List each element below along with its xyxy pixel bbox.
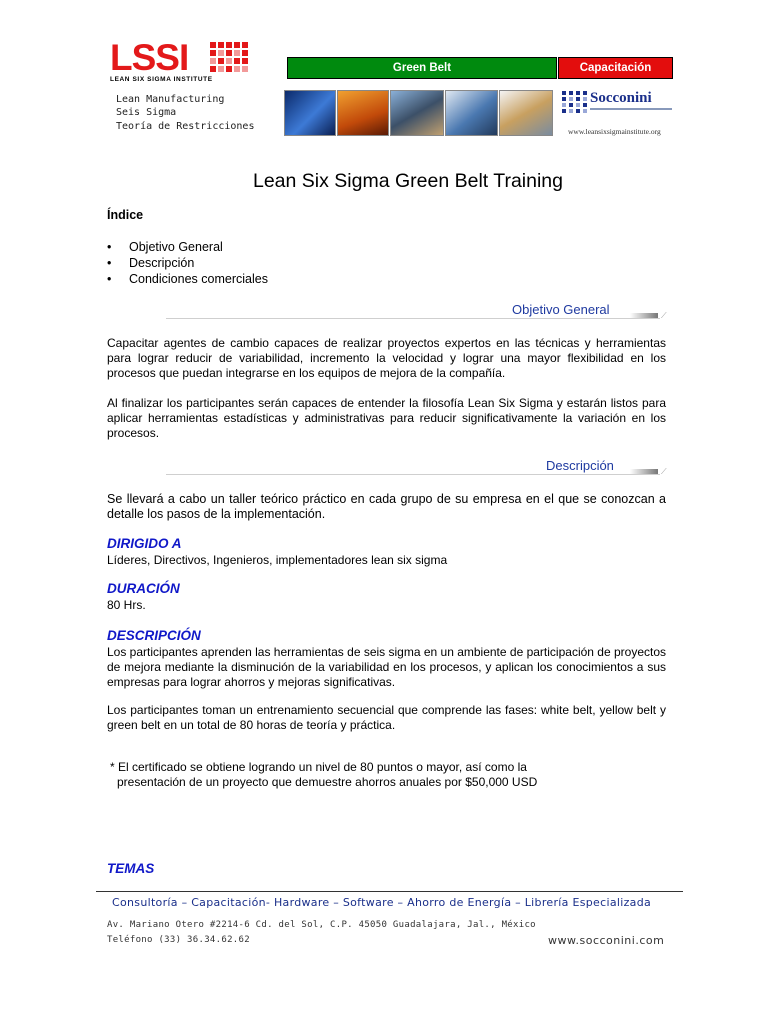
logo-dot-grid-icon [208,40,252,74]
descripcion-intro: Se llevará a cabo un taller teórico práctico en cada grupo de su empresa en el que se conozcan a detalle los pasos de la implementación. [107,492,666,521]
header-photo-engineer [445,90,498,136]
duracion-text: 80 Hrs. [107,598,146,612]
objetivo-paragraph-2: Al finalizar los participantes serán capaces de entender la filosofía Lean Six Sigma y estarán listos para aplicar herramientas estadísticas y administrativas para reducir significativamente la variación en los procesos. [107,396,666,440]
dirigido-heading: DIRIGIDO A [107,536,182,551]
footer-divider [96,891,683,892]
certificate-note-line-1: * El certificado se obtiene logrando un nivel de 80 puntos o mayor, así como la [110,760,527,774]
section-mark-icon: ⟋ [661,311,667,320]
index-item-descripcion: • Descripción [107,255,268,271]
index-item-objetivo: • Objetivo General [107,239,268,255]
index-item-condiciones: • Condiciones comerciales [107,271,268,287]
temas-heading: TEMAS [107,861,155,876]
objetivo-paragraph-1: Capacitar agentes de cambio capaces de realizar proyectos expertos en las técnicas y herramientas para lograr reducir de variabilidad, incremento la velocidad y lograr una mayor flexibilidad en los procesos que puedan integrarse en los equipos de mejora de la compañía. [107,336,666,380]
section-title-descripcion: Descripción [546,458,614,473]
tagline-lean: Lean Manufacturing [116,94,225,105]
dirigido-text: Líderes, Directivos, Ingenieros, implementadores lean six sigma [107,553,448,567]
section-title-objetivo: Objetivo General [512,302,610,317]
logo-subtitle: LEAN SIX SIGMA INSTITUTE [110,76,213,83]
footer-website: www.socconini.com [548,934,665,947]
index-list [107,239,268,287]
footer-phone: Teléfono (33) 36.34.62.62 [107,935,250,945]
footer-services: Consultoría – Capacitación- Hardware – Software – Ahorro de Energía – Librería Especializada [112,896,652,909]
section-gradient-objetivo [630,313,658,318]
tagline-six-sigma: Seis Sigma [116,107,177,118]
section-gradient-descripcion [630,469,658,474]
socconini-logo [560,89,675,115]
descripcion-heading: DESCRIPCIÓN [107,628,201,643]
section-divider-objetivo [166,318,660,319]
section-divider-descripcion [166,474,660,475]
logo-text: LSSI [110,37,189,78]
lssi-logo [110,38,252,88]
tagline-toc: Teoría de Restricciones [116,121,255,132]
footer-address: Av. Mariano Otero #2214-6 Cd. del Sol, C.P. 45050 Guadalajara, Jal., México [107,920,536,930]
capacitacion-banner: Capacitación [558,57,673,79]
socconini-underline [590,108,672,110]
section-mark-icon: ⟋ [661,467,667,476]
descripcion-paragraph-2: Los participantes toman un entrenamiento secuencial que comprende las fases: white belt, yellow belt y green belt en un total de 80 horas de teoría y práctica. [107,703,666,732]
descripcion-paragraph-1: Los participantes aprenden las herramientas de seis sigma en un ambiente de participación de proyectos de mejora mediante la disminución de la variabilidad en los procesos, y aplican los conocimientos a sus empresas para lograr ahorros y mejoras significativas. [107,645,666,689]
duracion-heading: DURACIÓN [107,581,180,596]
certificate-note-line-2: presentación de un proyecto que demuestre ahorros anuales por $50,000 USD [117,775,538,789]
header-photo-factory [499,90,553,136]
header-photo-workers [390,90,444,136]
index-heading: Índice [107,208,144,222]
socconini-dot-icon [562,91,588,113]
header-url: www.leansixsigmainstitute.org [568,127,661,136]
header-photo-fire [337,90,389,136]
socconini-name: Socconini [590,90,652,106]
document-title: Lean Six Sigma Green Belt Training [252,170,563,192]
green-belt-banner: Green Belt [287,57,557,79]
header-photo-globe [284,90,336,136]
